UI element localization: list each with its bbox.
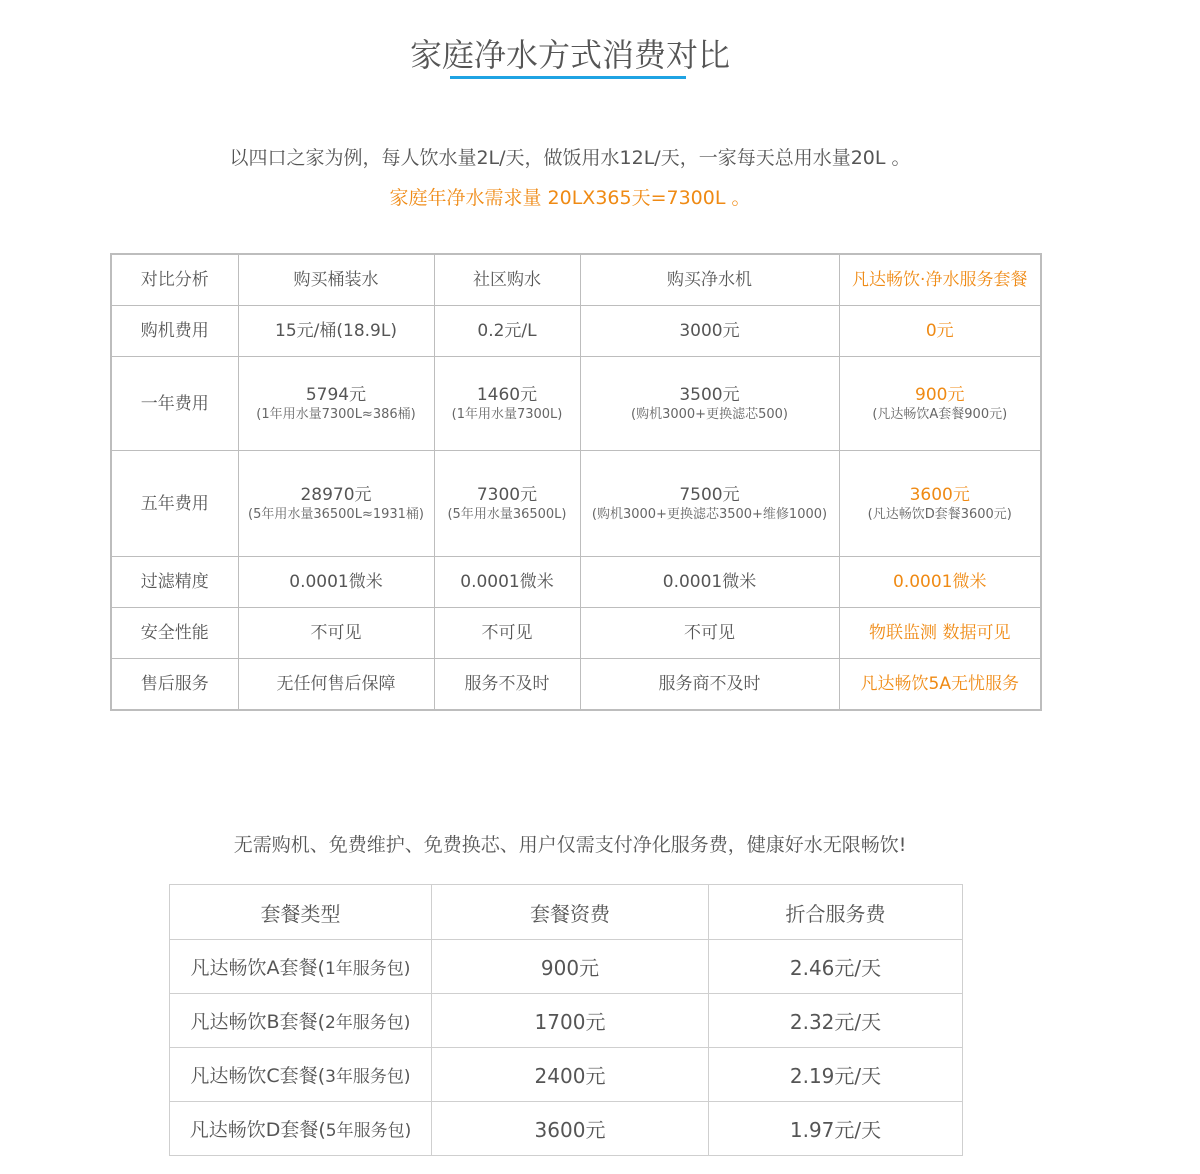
package-name: 凡达畅饮C套餐( bbox=[190, 1065, 326, 1087]
package-name-cell bbox=[170, 1048, 432, 1102]
comparison-cell bbox=[238, 608, 434, 659]
comparison-cell-highlight bbox=[839, 557, 1041, 608]
cell-main: 不可见 bbox=[310, 623, 362, 643]
cell-main: 0.2元/L bbox=[477, 321, 537, 341]
package-name-cell bbox=[170, 940, 432, 994]
comparison-row-label: 五年费用 bbox=[111, 451, 238, 557]
package-table bbox=[169, 884, 963, 1156]
package-daily-fee: 2.32元/天 bbox=[709, 994, 963, 1048]
package-suffix: 年服务包) bbox=[335, 959, 411, 979]
package-price: 3600元 bbox=[432, 1102, 709, 1156]
comparison-cell bbox=[580, 557, 839, 608]
comparison-cell bbox=[434, 451, 580, 557]
intro-usage-text: 以四口之家为例，每人饮水量2L/天，做饭用水12L/天，一家每天总用水量20L 。 bbox=[229, 147, 911, 169]
cell-main: 5794元 bbox=[305, 384, 367, 405]
cell-main: 3500元 bbox=[679, 384, 740, 405]
cell-sub: (购机3000+更换滤芯3500+维修1000) bbox=[591, 506, 828, 522]
package-years: 1 bbox=[324, 959, 336, 979]
cell-main: 1460元 bbox=[476, 384, 538, 405]
comparison-cell bbox=[434, 306, 580, 357]
cell-main: 无任何售后保障 bbox=[276, 674, 396, 694]
cell-main: 0元 bbox=[925, 321, 954, 341]
package-name: 凡达畅饮B套餐( bbox=[190, 1011, 325, 1033]
comparison-cell bbox=[434, 608, 580, 659]
package-years: 5 bbox=[325, 1121, 337, 1141]
cell-sub: (5年用水量36500L≈1931桶) bbox=[248, 506, 424, 522]
cell-sub: (凡达畅饮D套餐3600元) bbox=[867, 506, 1012, 522]
package-suffix: 年服务包) bbox=[335, 1067, 411, 1087]
package-name: 凡达畅饮A套餐( bbox=[190, 957, 325, 979]
comparison-header-cell: 购买桶装水 bbox=[238, 254, 434, 306]
cell-main: 不可见 bbox=[684, 623, 735, 643]
cell-sub: (1年用水量7300L) bbox=[451, 406, 563, 422]
cell-main: 0.0001微米 bbox=[460, 572, 554, 592]
package-header-cell: 套餐类型 bbox=[170, 885, 432, 940]
cell-main: 900元 bbox=[915, 384, 965, 405]
comparison-table bbox=[110, 253, 1042, 711]
comparison-row bbox=[111, 306, 1041, 357]
cell-sub: (1年用水量7300L≈386桶) bbox=[256, 406, 416, 422]
title-underline bbox=[450, 76, 686, 79]
cell-main: 服务不及时 bbox=[464, 674, 550, 694]
comparison-cell-highlight bbox=[839, 306, 1041, 357]
package-row bbox=[170, 1048, 963, 1102]
comparison-cell bbox=[238, 451, 434, 557]
comparison-cell-highlight bbox=[839, 357, 1041, 451]
comparison-cell bbox=[238, 357, 434, 451]
package-header-cell: 套餐资费 bbox=[432, 885, 709, 940]
comparison-cell-highlight bbox=[839, 608, 1041, 659]
cell-sub: (购机3000+更换滤芯500) bbox=[631, 406, 788, 422]
cell-main: 3000元 bbox=[679, 321, 740, 341]
comparison-row-label: 过滤精度 bbox=[111, 557, 238, 608]
comparison-cell bbox=[580, 608, 839, 659]
service-description: 无需购机、免费维护、免费换芯、用户仅需支付净化服务费，健康好水无限畅饮! bbox=[233, 834, 907, 856]
package-row bbox=[170, 994, 963, 1048]
comparison-header-row bbox=[111, 254, 1041, 306]
cell-main: 不可见 bbox=[481, 623, 533, 643]
package-name-cell bbox=[170, 994, 432, 1048]
intro-annual-demand-text: 家庭年净水需求量 20LX365天=7300L 。 bbox=[389, 187, 751, 209]
package-suffix: 年服务包) bbox=[335, 1013, 411, 1033]
package-row bbox=[170, 1102, 963, 1156]
cell-main: 0.0001微米 bbox=[662, 572, 757, 592]
cell-main: 28970元 bbox=[300, 484, 372, 505]
package-price: 1700元 bbox=[432, 994, 709, 1048]
package-row bbox=[170, 940, 963, 994]
comparison-cell bbox=[238, 306, 434, 357]
package-daily-fee: 2.46元/天 bbox=[709, 940, 963, 994]
cell-main: 服务商不及时 bbox=[658, 674, 761, 694]
comparison-cell bbox=[434, 357, 580, 451]
package-suffix: 年服务包) bbox=[336, 1121, 412, 1141]
cell-main: 0.0001微米 bbox=[289, 572, 383, 592]
package-years: 3 bbox=[325, 1067, 336, 1087]
package-price: 2400元 bbox=[432, 1048, 709, 1102]
page-title: 家庭净水方式消费对比 bbox=[409, 36, 730, 74]
package-header-row bbox=[170, 885, 963, 940]
comparison-cell bbox=[580, 357, 839, 451]
comparison-cell bbox=[434, 659, 580, 711]
cell-main: 7300元 bbox=[476, 484, 538, 505]
cell-main: 3600元 bbox=[909, 484, 970, 505]
comparison-row-label: 安全性能 bbox=[111, 608, 238, 659]
cell-main: 15元/桶(18.9L) bbox=[275, 321, 397, 341]
cell-main: 凡达畅饮5A无忧服务 bbox=[860, 674, 1019, 694]
comparison-header-cell: 社区购水 bbox=[434, 254, 580, 306]
cell-main: 物联监测 数据可见 bbox=[869, 623, 1011, 643]
package-price: 900元 bbox=[432, 940, 709, 994]
comparison-cell bbox=[434, 557, 580, 608]
cell-main: 0.0001微米 bbox=[893, 572, 987, 592]
cell-main: 7500元 bbox=[679, 484, 740, 505]
comparison-cell bbox=[238, 557, 434, 608]
package-header-cell: 折合服务费 bbox=[709, 885, 963, 940]
package-name: 凡达畅饮D套餐( bbox=[189, 1119, 326, 1141]
comparison-row bbox=[111, 451, 1041, 557]
comparison-cell bbox=[238, 659, 434, 711]
package-years: 2 bbox=[324, 1013, 336, 1033]
comparison-cell-highlight bbox=[839, 659, 1041, 711]
comparison-cell bbox=[580, 451, 839, 557]
comparison-row bbox=[111, 659, 1041, 711]
comparison-row bbox=[111, 357, 1041, 451]
comparison-row-label: 售后服务 bbox=[111, 659, 238, 711]
comparison-cell bbox=[580, 659, 839, 711]
comparison-header-cell-highlight: 凡达畅饮·净水服务套餐 bbox=[839, 254, 1041, 306]
comparison-header-cell: 购买净水机 bbox=[580, 254, 839, 306]
comparison-header-cell: 对比分析 bbox=[111, 254, 238, 306]
comparison-row-label: 购机费用 bbox=[111, 306, 238, 357]
comparison-cell bbox=[580, 306, 839, 357]
cell-sub: (5年用水量36500L) bbox=[447, 506, 567, 522]
cell-sub: (凡达畅饮A套餐900元) bbox=[872, 406, 1008, 422]
package-daily-fee: 2.19元/天 bbox=[709, 1048, 963, 1102]
comparison-row bbox=[111, 608, 1041, 659]
comparison-cell-highlight bbox=[839, 451, 1041, 557]
comparison-row bbox=[111, 557, 1041, 608]
package-name-cell bbox=[170, 1102, 432, 1156]
package-daily-fee: 1.97元/天 bbox=[709, 1102, 963, 1156]
comparison-row-label: 一年费用 bbox=[111, 357, 238, 451]
